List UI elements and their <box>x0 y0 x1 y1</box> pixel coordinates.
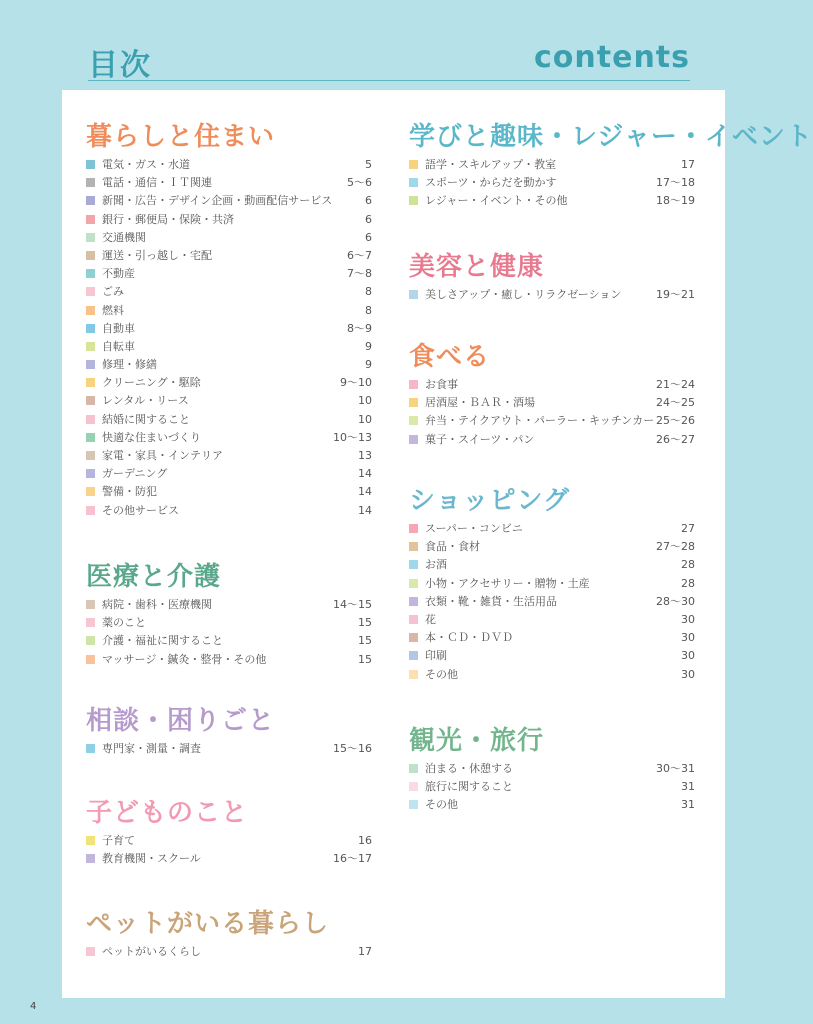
bullet-square-icon <box>86 854 95 863</box>
toc-entry[interactable] <box>409 647 695 665</box>
entry-pages: 25〜26 <box>656 414 695 428</box>
entry-label: 家電・家具・インテリア <box>102 449 223 462</box>
bullet-square-icon <box>409 633 418 642</box>
entry-pages: 6〜7 <box>347 248 372 262</box>
toc-entry[interactable] <box>86 447 372 465</box>
entry-label: 結婚に関すること <box>102 412 190 426</box>
bullet-square-icon <box>409 178 418 187</box>
entry-pages: 8 <box>365 303 372 317</box>
entry-pages: 31 <box>681 780 695 794</box>
section <box>86 794 372 868</box>
entry-pages: 14〜15 <box>333 598 372 611</box>
entry-label: 電話・通信・ＩＴ関連 <box>102 176 212 190</box>
entry-label: マッサージ・鍼灸・整骨・その他 <box>102 652 267 666</box>
toc-entry[interactable] <box>409 778 695 796</box>
bullet-square-icon <box>86 306 95 315</box>
entry-label: 専門家・測量・調査 <box>102 742 201 755</box>
contents-panel <box>62 90 813 998</box>
toc-entry[interactable] <box>86 265 372 283</box>
bullet-square-icon <box>86 433 95 442</box>
entry-pages: 9〜10 <box>340 376 372 390</box>
toc-entry[interactable] <box>86 374 372 392</box>
bullet-square-icon <box>409 196 418 205</box>
section-item-list <box>86 832 372 868</box>
entry-label: ごみ <box>102 285 124 299</box>
entry-label: 子育て <box>102 834 135 847</box>
bullet-square-icon <box>86 378 95 387</box>
entry-label: その他 <box>425 667 458 681</box>
section-item-list <box>409 376 695 449</box>
toc-entry[interactable] <box>86 740 372 758</box>
entry-label: 印刷 <box>425 649 447 663</box>
bullet-square-icon <box>409 542 418 551</box>
entry-label: スーパー・コンビニ <box>425 522 523 535</box>
entry-label: お酒 <box>425 558 447 572</box>
toc-entry[interactable] <box>86 356 372 374</box>
section-title: 子どものこと <box>86 798 249 828</box>
entry-pages: 17〜18 <box>656 176 695 190</box>
toc-entry[interactable] <box>86 247 372 265</box>
entry-pages: 27 <box>681 522 695 535</box>
toc-entry[interactable] <box>86 943 372 961</box>
entry-pages: 13 <box>358 449 372 462</box>
entry-pages: 6 <box>365 212 372 226</box>
entry-label: 自動車 <box>102 321 135 335</box>
entry-label: 旅行に関すること <box>425 780 513 794</box>
toc-entry[interactable] <box>86 465 372 483</box>
entry-pages: 21〜24 <box>656 378 695 391</box>
section <box>409 482 695 684</box>
entry-pages: 30 <box>681 612 695 626</box>
entry-label: 自転車 <box>102 339 135 353</box>
entry-pages: 9 <box>365 339 372 353</box>
section-item-list <box>409 520 695 684</box>
toc-entry[interactable] <box>86 651 372 669</box>
entry-label: スポーツ・からだを動かす <box>425 176 557 190</box>
toc-entry[interactable] <box>86 174 372 192</box>
bullet-square-icon <box>86 196 95 205</box>
bullet-square-icon <box>409 398 418 407</box>
entry-pages: 19〜21 <box>656 288 695 301</box>
bullet-square-icon <box>409 416 418 425</box>
entry-label: ペットがいるくらし <box>102 945 201 958</box>
entry-label: ガーデニング <box>102 467 168 481</box>
title-english: contents <box>534 40 690 75</box>
entry-label: 修理・修繕 <box>102 358 157 372</box>
entry-pages: 15 <box>358 652 372 666</box>
entry-label: 燃料 <box>102 303 124 317</box>
entry-pages: 28 <box>681 576 695 590</box>
bullet-square-icon <box>409 670 418 679</box>
entry-label: 弁当・テイクアウト・パーラー・キッチンカー <box>425 414 655 428</box>
entry-label: 小物・アクセサリー・贈物・土産 <box>425 576 590 590</box>
entry-label: 交通機関 <box>102 230 146 244</box>
section <box>86 118 372 520</box>
toc-entry[interactable] <box>409 431 695 449</box>
entry-pages: 6 <box>365 194 372 208</box>
toc-entry[interactable] <box>86 411 372 429</box>
entry-pages: 28〜30 <box>656 594 695 608</box>
section-title: 医療と介護 <box>86 562 222 592</box>
entry-pages: 14 <box>358 467 372 481</box>
entry-label: 不動産 <box>102 267 135 281</box>
toc-entry[interactable] <box>86 850 372 868</box>
bullet-square-icon <box>86 415 95 424</box>
entry-label: 薬のこと <box>102 616 146 630</box>
bullet-square-icon <box>86 636 95 645</box>
entry-label: 新聞・広告・デザイン企画・動画配信サービス <box>102 194 333 208</box>
entry-pages: 8〜9 <box>347 321 372 335</box>
bullet-square-icon <box>409 380 418 389</box>
bullet-square-icon <box>86 396 95 405</box>
toc-entry[interactable] <box>86 392 372 410</box>
toc-entry[interactable] <box>409 538 695 556</box>
section-title: 学びと趣味・レジャー・イベント <box>409 122 813 152</box>
bullet-square-icon <box>409 651 418 660</box>
toc-entry[interactable] <box>409 796 695 814</box>
bullet-square-icon <box>409 597 418 606</box>
section <box>86 905 372 961</box>
entry-pages: 17 <box>681 158 695 171</box>
entry-pages: 30 <box>681 649 695 663</box>
entry-pages: 6 <box>365 230 372 244</box>
toc-entry[interactable] <box>409 666 695 684</box>
bullet-square-icon <box>86 618 95 627</box>
section-item-list <box>86 156 372 520</box>
toc-entry[interactable] <box>86 429 372 447</box>
section-item-list <box>86 596 372 669</box>
title-japanese: 目次 <box>88 48 152 83</box>
bullet-square-icon <box>409 435 418 444</box>
toc-entry[interactable] <box>409 593 695 611</box>
bullet-square-icon <box>409 800 418 809</box>
section <box>409 248 695 304</box>
toc-entry[interactable] <box>86 596 372 614</box>
entry-label: 介護・福祉に関すること <box>102 634 223 648</box>
page-header <box>88 38 690 81</box>
entry-pages: 14 <box>358 485 372 499</box>
entry-pages: 7〜8 <box>347 267 372 281</box>
bullet-square-icon <box>86 836 95 845</box>
section-title: 観光・旅行 <box>409 726 545 756</box>
toc-entry[interactable] <box>409 520 695 538</box>
entry-label: 快適な住まいづくり <box>102 430 201 444</box>
toc-entry[interactable] <box>86 632 372 650</box>
section <box>86 702 372 758</box>
toc-entry[interactable] <box>409 376 695 394</box>
bullet-square-icon <box>409 560 418 569</box>
section <box>409 118 813 211</box>
bullet-square-icon <box>86 744 95 753</box>
toc-entry[interactable] <box>86 211 372 229</box>
entry-pages: 16 <box>358 834 372 847</box>
section-title: 美容と健康 <box>409 252 545 282</box>
section-item-list <box>409 286 695 304</box>
entry-pages: 18〜19 <box>656 194 695 208</box>
entry-label: 泊まる・休憩する <box>425 762 513 775</box>
entry-label: 本・ＣＤ・ＤＶＤ <box>425 631 513 645</box>
entry-pages: 30 <box>681 667 695 681</box>
entry-pages: 30〜31 <box>656 762 695 775</box>
bullet-square-icon <box>86 360 95 369</box>
entry-label: 美しさアップ・癒し・リラクゼーション <box>425 288 622 301</box>
entry-pages: 17 <box>358 945 372 958</box>
entry-label: クリーニング・駆除 <box>102 376 201 390</box>
toc-entry[interactable] <box>86 192 372 210</box>
entry-label: 菓子・スイーツ・パン <box>425 432 535 446</box>
toc-entry[interactable] <box>409 575 695 593</box>
bullet-square-icon <box>409 524 418 533</box>
section-item-list <box>86 740 372 758</box>
entry-label: 教育機関・スクール <box>102 852 201 866</box>
entry-pages: 15 <box>358 616 372 630</box>
entry-label: 病院・歯科・医療機関 <box>102 598 212 611</box>
page-number: 4 <box>30 1001 37 1012</box>
toc-entry[interactable] <box>409 412 695 430</box>
section-title: 暮らしと住まい <box>86 122 276 152</box>
entry-pages: 26〜27 <box>656 432 695 446</box>
entry-pages: 31 <box>681 798 695 812</box>
toc-entry[interactable] <box>409 192 695 210</box>
bullet-square-icon <box>409 290 418 299</box>
section-title: 食べる <box>409 342 491 372</box>
bullet-square-icon <box>86 287 95 296</box>
entry-label: レジャー・イベント・その他 <box>425 194 568 208</box>
entry-pages: 8 <box>365 285 372 299</box>
entry-label: 居酒屋・ＢＡＲ・酒場 <box>425 396 535 410</box>
bullet-square-icon <box>409 764 418 773</box>
toc-entry[interactable] <box>86 320 372 338</box>
bullet-square-icon <box>409 615 418 624</box>
toc-entry[interactable] <box>409 556 695 574</box>
entry-pages: 10 <box>358 394 372 408</box>
entry-label: 運送・引っ越し・宅配 <box>102 248 212 262</box>
toc-entry[interactable] <box>86 229 372 247</box>
bullet-square-icon <box>409 160 418 169</box>
toc-entry[interactable] <box>409 611 695 629</box>
bullet-square-icon <box>86 600 95 609</box>
section-title: ショッピング <box>409 486 570 516</box>
bullet-square-icon <box>86 178 95 187</box>
section-title: ペットがいる暮らし <box>86 909 330 939</box>
section-item-list <box>409 760 695 815</box>
entry-label: 電気・ガス・水道 <box>102 158 190 171</box>
bullet-square-icon <box>86 506 95 515</box>
section-title: 相談・困りごと <box>86 706 276 736</box>
toc-entry[interactable] <box>86 338 372 356</box>
entry-label: 銀行・郵便局・保険・共済 <box>102 212 234 226</box>
entry-pages: 5〜6 <box>347 176 372 190</box>
toc-entry[interactable] <box>409 174 695 192</box>
entry-pages: 15 <box>358 634 372 648</box>
entry-pages: 28 <box>681 558 695 572</box>
entry-pages: 27〜28 <box>656 540 695 554</box>
bullet-square-icon <box>86 655 95 664</box>
bullet-square-icon <box>409 782 418 791</box>
entry-pages: 10 <box>358 412 372 426</box>
section-item-list <box>409 156 695 211</box>
entry-pages: 5 <box>365 158 372 171</box>
entry-label: レンタル・リース <box>102 394 189 408</box>
toc-entry[interactable] <box>409 760 695 778</box>
toc-entry[interactable] <box>86 614 372 632</box>
bullet-square-icon <box>86 233 95 242</box>
toc-entry[interactable] <box>86 156 372 174</box>
toc-entry[interactable] <box>86 832 372 850</box>
bullet-square-icon <box>86 469 95 478</box>
toc-entry[interactable] <box>409 629 695 647</box>
entry-pages: 24〜25 <box>656 396 695 410</box>
bullet-square-icon <box>86 269 95 278</box>
toc-entry[interactable] <box>409 394 695 412</box>
entry-pages: 16〜17 <box>333 852 372 866</box>
bullet-square-icon <box>86 324 95 333</box>
section <box>409 338 695 449</box>
bullet-square-icon <box>86 487 95 496</box>
entry-label: その他 <box>425 798 458 812</box>
section-item-list <box>86 943 372 961</box>
entry-pages: 30 <box>681 631 695 645</box>
section <box>86 558 372 669</box>
entry-label: 衣類・靴・雑貨・生活用品 <box>425 594 557 608</box>
bullet-square-icon <box>86 451 95 460</box>
toc-entry[interactable] <box>86 502 372 520</box>
entry-pages: 9 <box>365 358 372 372</box>
bullet-square-icon <box>409 579 418 588</box>
entry-label: 食品・食材 <box>425 540 480 554</box>
entry-label: 花 <box>425 612 436 626</box>
section <box>409 722 695 815</box>
toc-entry[interactable] <box>86 483 372 501</box>
entry-label: 語学・スキルアップ・教室 <box>425 158 557 171</box>
entry-label: 警備・防犯 <box>102 485 157 499</box>
toc-entry[interactable] <box>86 302 372 320</box>
toc-entry[interactable] <box>86 283 372 301</box>
bullet-square-icon <box>86 342 95 351</box>
entry-pages: 10〜13 <box>333 430 372 444</box>
toc-entry[interactable] <box>409 286 695 304</box>
entry-label: お食事 <box>425 378 458 391</box>
bullet-square-icon <box>86 215 95 224</box>
entry-label: その他サービス <box>102 503 179 517</box>
entry-pages: 15〜16 <box>333 742 372 755</box>
bullet-square-icon <box>86 160 95 169</box>
bullet-square-icon <box>86 251 95 260</box>
bullet-square-icon <box>86 947 95 956</box>
toc-entry[interactable] <box>409 156 695 174</box>
entry-pages: 14 <box>358 503 372 517</box>
